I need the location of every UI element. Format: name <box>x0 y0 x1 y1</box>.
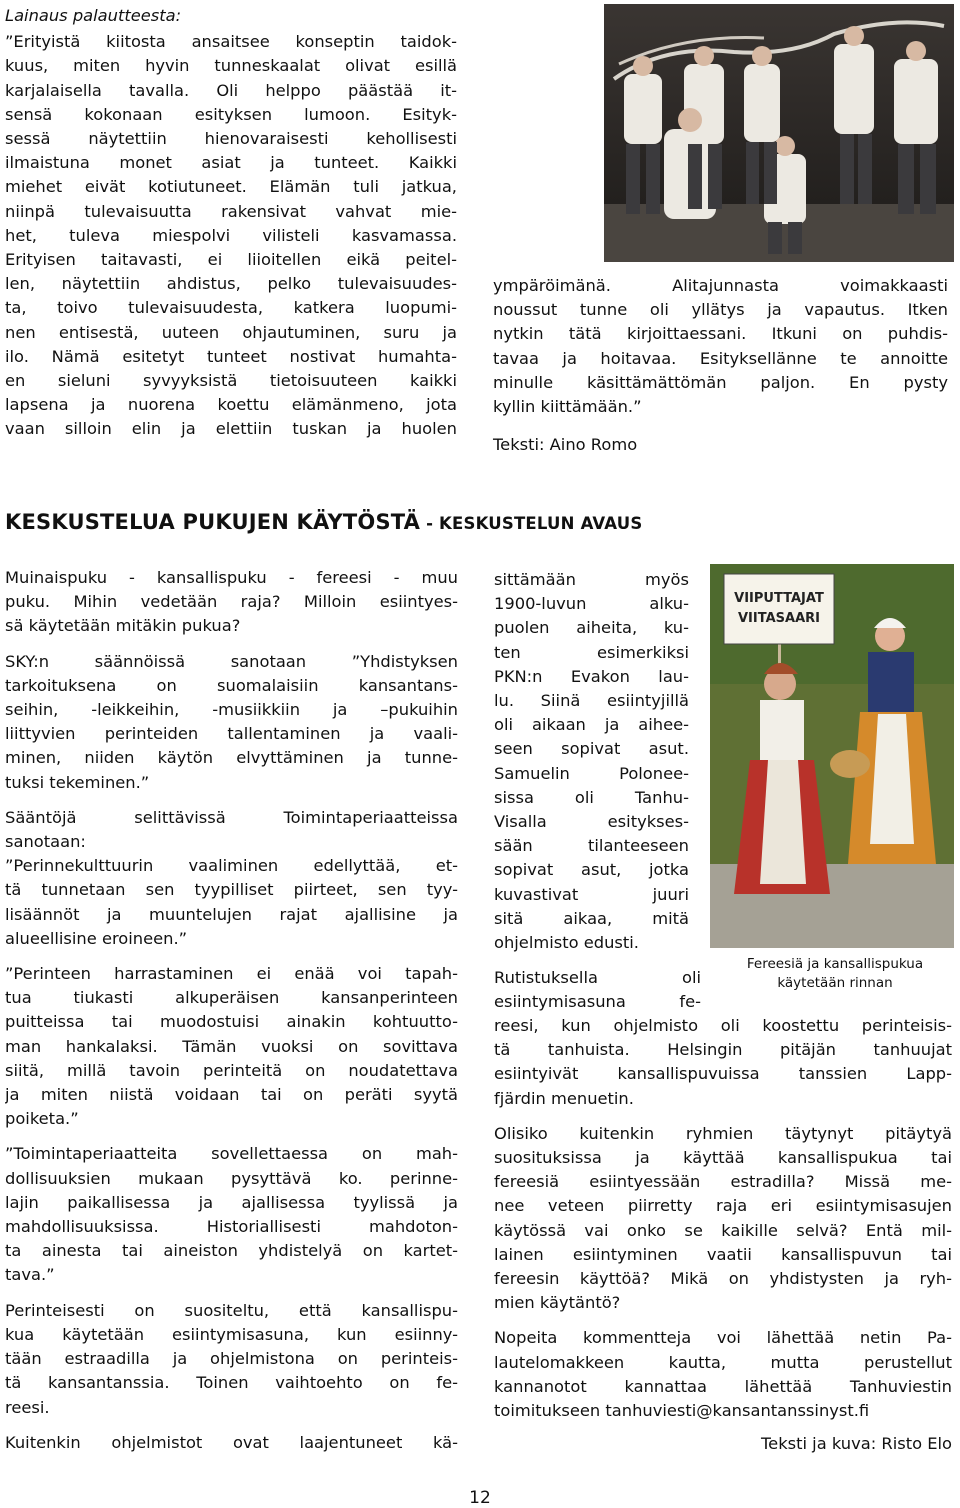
text-line: ten esimerkiksi <box>494 642 689 662</box>
text-line: suosituksissa ja käyttää kansallispukua tai <box>494 1148 952 1168</box>
sign-line-2: VIITASAARI <box>738 611 820 626</box>
text-line: Rutistuksella oli <box>494 968 701 987</box>
paragraph <box>5 1299 458 1420</box>
text-line: kuus, miten hyvin tunneskaalat olivat esillä <box>5 56 457 76</box>
sign-line-1: VIIPUTTAJAT <box>734 591 824 606</box>
text-line: käytössä vai onko se kaikille selvä? Entä mil- <box>494 1220 952 1240</box>
text-line: lajin paikallisessa ja ajallisessa tyylissä ja <box>5 1192 458 1212</box>
text-line: sopivat asut, jotka <box>494 860 689 880</box>
heading-sub: - KESKUSTELUN AVAUS <box>420 514 643 533</box>
text-line: mahdollisuuksissa. Historiallisesti mahdoton- <box>5 1217 458 1237</box>
text-line: esiintyivät kansallispuvuissa tanssien Lapp- <box>494 1064 952 1084</box>
text-line: tua tiukasti alkuperäisen kansanperinteen <box>5 988 458 1008</box>
text-line: sitä aikaa, mitä <box>494 908 689 928</box>
text-line: liittyvien perinteiden tallentaminen ja vaali- <box>5 724 458 744</box>
text-line: ”Perinteen harrastaminen ei enää voi tapah- <box>5 964 458 984</box>
photo-credit: Teksti ja kuva: Risto Elo <box>761 1434 952 1454</box>
page-number: 12 <box>469 1488 491 1508</box>
dancers-image <box>604 4 954 262</box>
text-line: kuvastivat juuri <box>494 884 689 904</box>
text-line: ja miten niistä voidaan tai on peräti syytä <box>5 1085 458 1105</box>
text-line: Kuitenkin ohjelmistot ovat laajentuneet kä- <box>5 1432 458 1452</box>
text-line: lautelomakkeen kautta, mutta perustellut <box>494 1352 952 1372</box>
text-line: lisäännöt ja muuntelujen rajat ajallisine ja <box>5 904 458 924</box>
article-right-narrow <box>494 568 689 955</box>
text-line: oli aikaan ja aihee- <box>494 715 689 735</box>
text-line: sissa oli Tanhu- <box>494 787 689 807</box>
text-line: ”Perinnekulttuurin vaaliminen edellyttää, et- <box>5 856 458 876</box>
text-line: noussut tunne oli yllätys ja vapautus. Itken <box>493 300 948 320</box>
text-line: Erityisen taitavasti, ei liioitellen eikä peitel- <box>5 250 457 270</box>
text-line: ta ainesta tai aineiston yhdistelyä on kartet- <box>5 1241 458 1261</box>
text-line: kannanotot kannattaa lähettää Tanhuviestin <box>494 1376 952 1396</box>
text-line: kyllin kiittämään.” <box>493 397 642 417</box>
text-line: Samuelin Polonee- <box>494 763 689 783</box>
text-line: nee veteen piirretty raja eri esiintymisasujen <box>494 1196 952 1216</box>
text-line: alueellisine eroineen.” <box>5 928 188 948</box>
paragraph <box>5 650 458 795</box>
text-line: lapsena ja nuorena koettu elämänmeno, jota <box>5 395 457 415</box>
text-line: en sieluni syvyyksistä tietoisuuteen kaikki <box>5 371 457 391</box>
text-line: SKY:n säännöissä sanotaan ”Yhdistyksen <box>5 651 458 671</box>
text-line: ”Toimintaperiaatteita sovellettaessa on mah- <box>5 1144 458 1164</box>
text-line: Nopeita kommentteja voi lähettää netin Pa- <box>494 1328 952 1348</box>
text-line: dollisuuksien mukaan pysyttävä ko. perinne- <box>5 1168 458 1188</box>
paragraph <box>5 806 458 951</box>
text-line: minen, niiden käytön elvyttäminen ja tunne- <box>5 748 458 768</box>
quote-text <box>5 30 457 441</box>
text-line: PKN:n Evakon lau- <box>494 666 689 686</box>
text-line: het, tuleva miespolvi vilisteli kasvamassa. <box>5 225 457 245</box>
text-line: nen entisestä, uuteen ohjautuminen, suru ja <box>5 322 457 342</box>
text-line: poiketa.” <box>5 1109 79 1129</box>
paragraph <box>5 962 458 1131</box>
text-line: ilmaistuna monet asiat ja tunteet. Kaikki <box>5 153 457 173</box>
text-line: karjalaisella tavalla. Oli helppo päästää it- <box>5 80 457 100</box>
text-line: sä käytetään mitäkin pukua? <box>5 616 241 636</box>
paragraph <box>494 966 701 1014</box>
text-line: fjärdin menuetin. <box>494 1088 634 1108</box>
photo-caption: Fereesiä ja kansallispukua käytetään rinnan <box>746 956 924 991</box>
text-line: miehet eivät kotiutuneet. Elämän tuli jatkua, <box>5 177 457 197</box>
text-line: nytkin tätä kirjoittaessani. Itkuni on puhdis- <box>493 324 948 344</box>
article-right-narrow2 <box>494 966 701 1014</box>
text-line: sanotaan: <box>5 832 86 852</box>
text-line: Sääntöjä selittävissä Toimintaperiaatteissa <box>5 807 458 827</box>
text-line: tä kansantanssia. Toinen vaihtoehto on fe- <box>5 1373 458 1393</box>
paragraph <box>5 1431 458 1455</box>
quote-continuation-text <box>493 274 948 419</box>
text-line: reesi, kun ohjelmisto oli koostettu perinteisis- <box>494 1016 952 1035</box>
text-line: tä tunnetaan sen tyypilliset piirteet, sen tyy- <box>5 880 458 900</box>
text-line: ilo. Nämä esitetyt tunteet nostivat humahta- <box>5 346 457 366</box>
text-line: mien käytäntö? <box>494 1293 621 1313</box>
text-line: ”Erityistä kiitosta ansaitsee konseptin taidok- <box>5 32 457 52</box>
text-line: puolen aiheita, ku- <box>494 618 689 638</box>
text-line: lainen esiintyminen vaatii kansallispuvun tai <box>494 1244 952 1264</box>
text-line: esiintymisasuna fe- <box>494 992 701 1012</box>
text-line: siitä, millä tavoin perinteitä on noudatettava <box>5 1060 458 1080</box>
text-line: minulle käsittämättömän paljon. En pysty <box>493 372 948 392</box>
text-line: reesi. <box>5 1397 50 1417</box>
text-line: niinpä tulevaisuutta rakensivat vahvat mie- <box>5 201 457 221</box>
text-line: tarkoituksena on suomalaisiin kansantans- <box>5 675 458 695</box>
dance-photo <box>604 4 954 262</box>
text-line: fereesin käyttöä? Mikä on yhdistysten ja ryh- <box>494 1269 952 1289</box>
text-line: tavaa ja hoitavaa. Esityksellänne te annoitte <box>493 348 948 368</box>
paragraph <box>5 1142 458 1287</box>
text-line: vaan silloin elin ja elettiin tuskan ja huolen <box>5 419 457 439</box>
text-line: Perinteisesti on suositeltu, että kansallispu- <box>5 1300 458 1320</box>
text-line: sään tilanteeseen <box>494 836 689 856</box>
text-line: toimitukseen tanhuviesti@kansantanssinyst.fi <box>494 1401 870 1421</box>
text-line: sittämään myös <box>494 570 689 589</box>
text-line: ta, toivo tulevaisuudesta, katkera luopumi- <box>5 298 457 318</box>
text-line: lu. Siinä esiintyjillä <box>494 691 689 711</box>
text-line: Olisiko kuitenkin ryhmien täytynyt pitäytyä <box>494 1123 952 1143</box>
text-line: sessä näytettiin hienovaraisesti kehollisesti <box>5 129 457 149</box>
paragraph <box>494 1014 952 1111</box>
text-line: 1900-luvun alku- <box>494 594 689 614</box>
paragraph <box>494 1122 952 1316</box>
text-line: tuksi tekeminen.” <box>5 772 150 792</box>
paragraph <box>5 566 458 639</box>
costume-image <box>710 564 954 948</box>
text-line: Visalla esitykses- <box>494 812 689 832</box>
quote-column <box>5 4 457 442</box>
text-line: fereesiä esiintyessään estradilla? Missä me- <box>494 1172 952 1192</box>
heading-main: KESKUSTELUA PUKUJEN KÄYTÖSTÄ <box>5 510 421 534</box>
author-credit: Teksti: Aino Romo <box>493 435 638 455</box>
text-line: tä tanhuista. Helsingin pitäjän tanhuujat <box>494 1040 952 1060</box>
text-line: len, näytettiin ahdistus, pelko tulevaisuudes- <box>5 274 457 294</box>
article-left-column <box>5 566 458 1455</box>
text-line: ympäröimänä. Alitajunnasta voimakkaasti <box>493 276 948 295</box>
text-line: sensä kokonaan esityksen lumoon. Esityk- <box>5 104 457 124</box>
text-line: seen sopivat asut. <box>494 739 689 759</box>
text-line: ohjelmisto edusti. <box>494 933 639 953</box>
text-line: tään estraadilla ja ohjelmistona on perinteis- <box>5 1349 458 1369</box>
quote-title: Lainaus palautteesta: <box>5 6 182 25</box>
section-heading <box>5 510 642 534</box>
text-line: puitteissa tai muodostuisi ainakin kohtuutto- <box>5 1012 458 1032</box>
text-line: man hankalaksi. Tämän vuoksi on sovittava <box>5 1036 458 1056</box>
text-line: seihin, -leikkeihin, -musiikkiin ja –pukuihin <box>5 700 458 720</box>
paragraph <box>494 1326 952 1423</box>
text-line: puku. Mihin vedetään raja? Milloin esiintyes- <box>5 592 458 612</box>
article-right-wide <box>494 1014 952 1467</box>
text-line: kua käytetään esiintymisasuna, kun esiinny- <box>5 1324 458 1344</box>
text-line: tava.” <box>5 1265 55 1285</box>
costume-photo <box>710 564 954 948</box>
quote-continuation <box>493 274 948 468</box>
text-line: Muinaispuku - kansallispuku - fereesi - muu <box>5 568 458 587</box>
paragraph <box>494 568 689 955</box>
